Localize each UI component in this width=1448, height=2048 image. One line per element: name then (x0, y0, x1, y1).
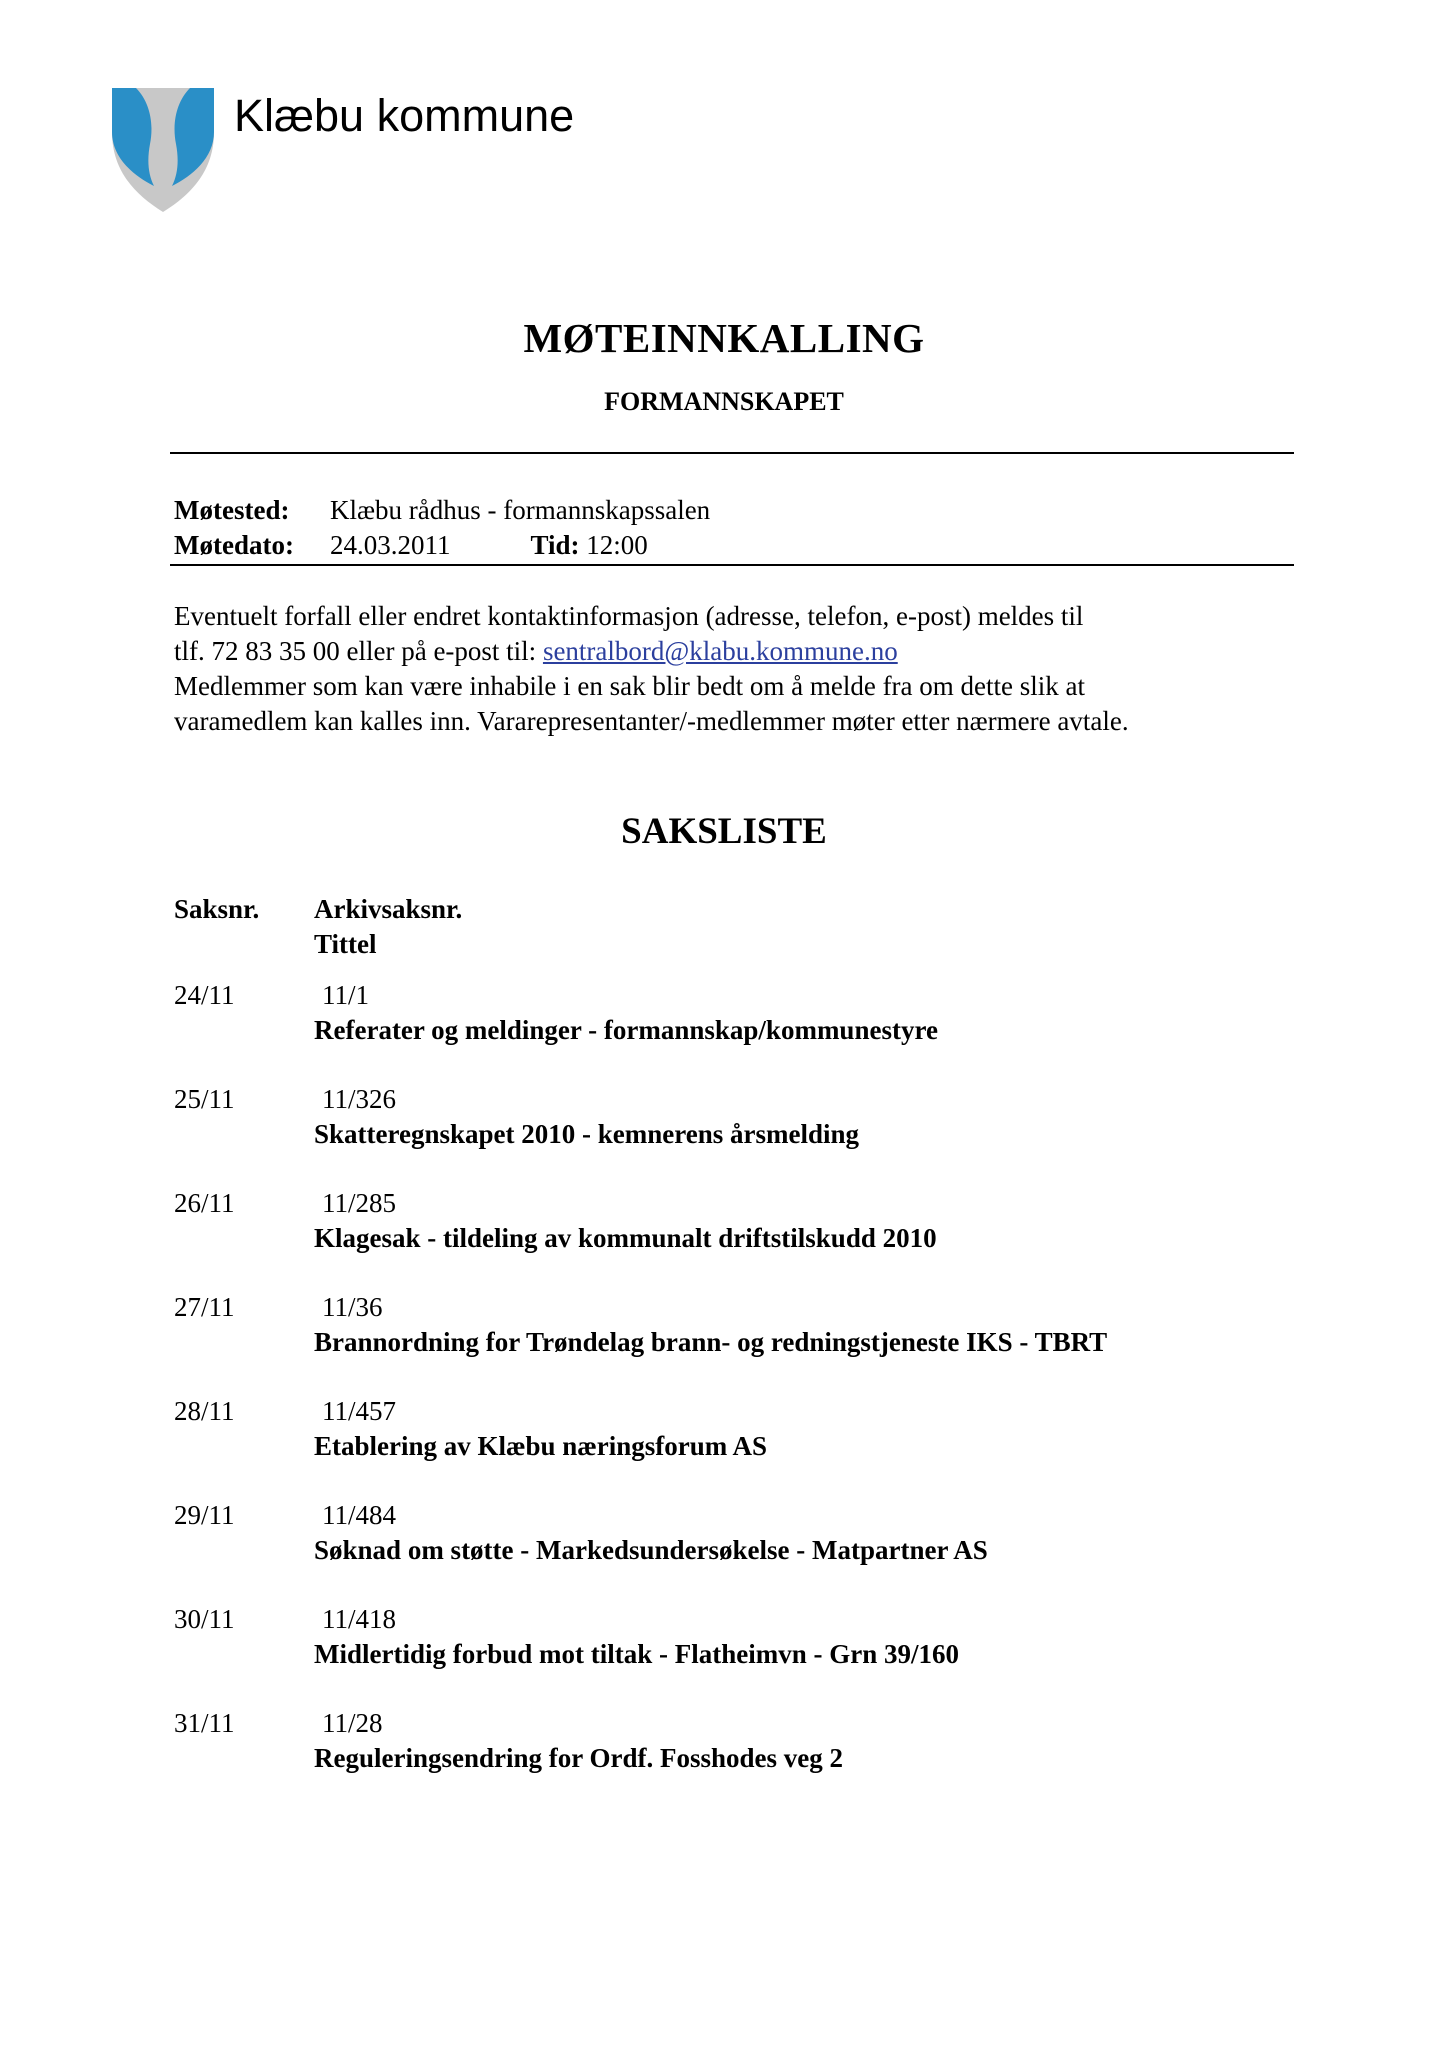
agenda-item (174, 1602, 1294, 1706)
notice-line: varamedlem kan kalles inn. Vararepresentanter/-medlemmer møter etter nærmere avtale. (174, 706, 1129, 736)
item-arkivsaksnr: 11/285 (322, 1188, 396, 1218)
notice-line: Medlemmer som kan være inhabile i en sak blir bedt om å melde fra om dette slik at (174, 671, 1085, 701)
item-saksnr: 24/11 (174, 980, 235, 1010)
meeting-time-value: 12:00 (586, 530, 648, 560)
item-arkivsaksnr: 11/28 (322, 1708, 383, 1738)
agenda-list (174, 978, 1294, 1810)
item-arkivsaksnr: 11/1 (322, 980, 369, 1010)
agenda-item (174, 1498, 1294, 1602)
klaebu-coat-of-arms-icon (110, 86, 216, 214)
item-saksnr: 26/11 (174, 1188, 235, 1218)
divider-bottom (170, 564, 1294, 566)
agenda-item (174, 1186, 1294, 1290)
agenda-item (174, 1082, 1294, 1186)
item-title: Referater og meldinger - formannskap/kommunestyre (314, 1015, 938, 1045)
agenda-item (174, 1706, 1294, 1810)
item-arkivsaksnr: 11/418 (322, 1604, 396, 1634)
notice-phone-text: tlf. 72 83 35 00 eller på e-post til: (174, 636, 543, 666)
item-title: Reguleringsendring for Ordf. Fosshodes veg 2 (314, 1743, 844, 1773)
notice-contact-line (174, 634, 1294, 669)
item-title: Brannordning for Trøndelag brann- og redningstjeneste IKS - TBRT (314, 1327, 1108, 1357)
divider-top (170, 452, 1294, 454)
header-arkivsaksnr: Arkivsaksnr. (314, 894, 463, 924)
item-saksnr: 30/11 (174, 1604, 235, 1634)
item-saksnr: 27/11 (174, 1292, 235, 1322)
item-arkivsaksnr: 11/36 (322, 1292, 383, 1322)
meeting-date-line (174, 528, 648, 562)
meeting-date-value: 24.03.2011 (330, 530, 451, 560)
meeting-place-label: Møtested: (174, 495, 290, 525)
item-saksnr: 25/11 (174, 1084, 235, 1114)
meeting-place-value: Klæbu rådhus - formannskapssalen (330, 495, 711, 525)
agenda-item (174, 978, 1294, 1082)
item-title: Etablering av Klæbu næringsforum AS (314, 1431, 768, 1461)
document-subtitle: FORMANNSKAPET (604, 387, 844, 416)
item-title: Søknad om støtte - Markedsundersøkelse - Matpartner AS (314, 1535, 988, 1565)
agenda-item (174, 1394, 1294, 1498)
meeting-date-label: Møtedato: (174, 530, 294, 560)
header-saksnr: Saksnr. (174, 894, 260, 924)
item-arkivsaksnr: 11/457 (322, 1396, 396, 1426)
item-arkivsaksnr: 11/484 (322, 1500, 396, 1530)
agenda-title: SAKSLISTE (621, 811, 827, 852)
meeting-place-line (174, 493, 710, 527)
meeting-time-label: Tid: (530, 530, 580, 560)
item-saksnr: 29/11 (174, 1500, 235, 1530)
item-title: Klagesak - tildeling av kommunalt driftstilskudd 2010 (314, 1223, 937, 1253)
email-link[interactable]: sentralbord@klabu.kommune.no (542, 636, 898, 666)
notice-paragraph (174, 599, 1294, 739)
organization-name: Klæbu kommune (234, 90, 575, 141)
item-saksnr: 28/11 (174, 1396, 235, 1426)
notice-line: Eventuelt forfall eller endret kontaktinformasjon (adresse, telefon, e-post) meldes til (174, 601, 1084, 631)
item-title: Midlertidig forbud mot tiltak - Flatheimvn - Grn 39/160 (314, 1639, 959, 1669)
item-title: Skatteregnskapet 2010 - kemnerens årsmelding (314, 1119, 859, 1149)
document-title: MØTEINNKALLING (523, 315, 925, 361)
item-saksnr: 31/11 (174, 1708, 235, 1738)
agenda-item (174, 1290, 1294, 1394)
header-tittel: Tittel (314, 929, 377, 959)
item-arkivsaksnr: 11/326 (322, 1084, 396, 1114)
